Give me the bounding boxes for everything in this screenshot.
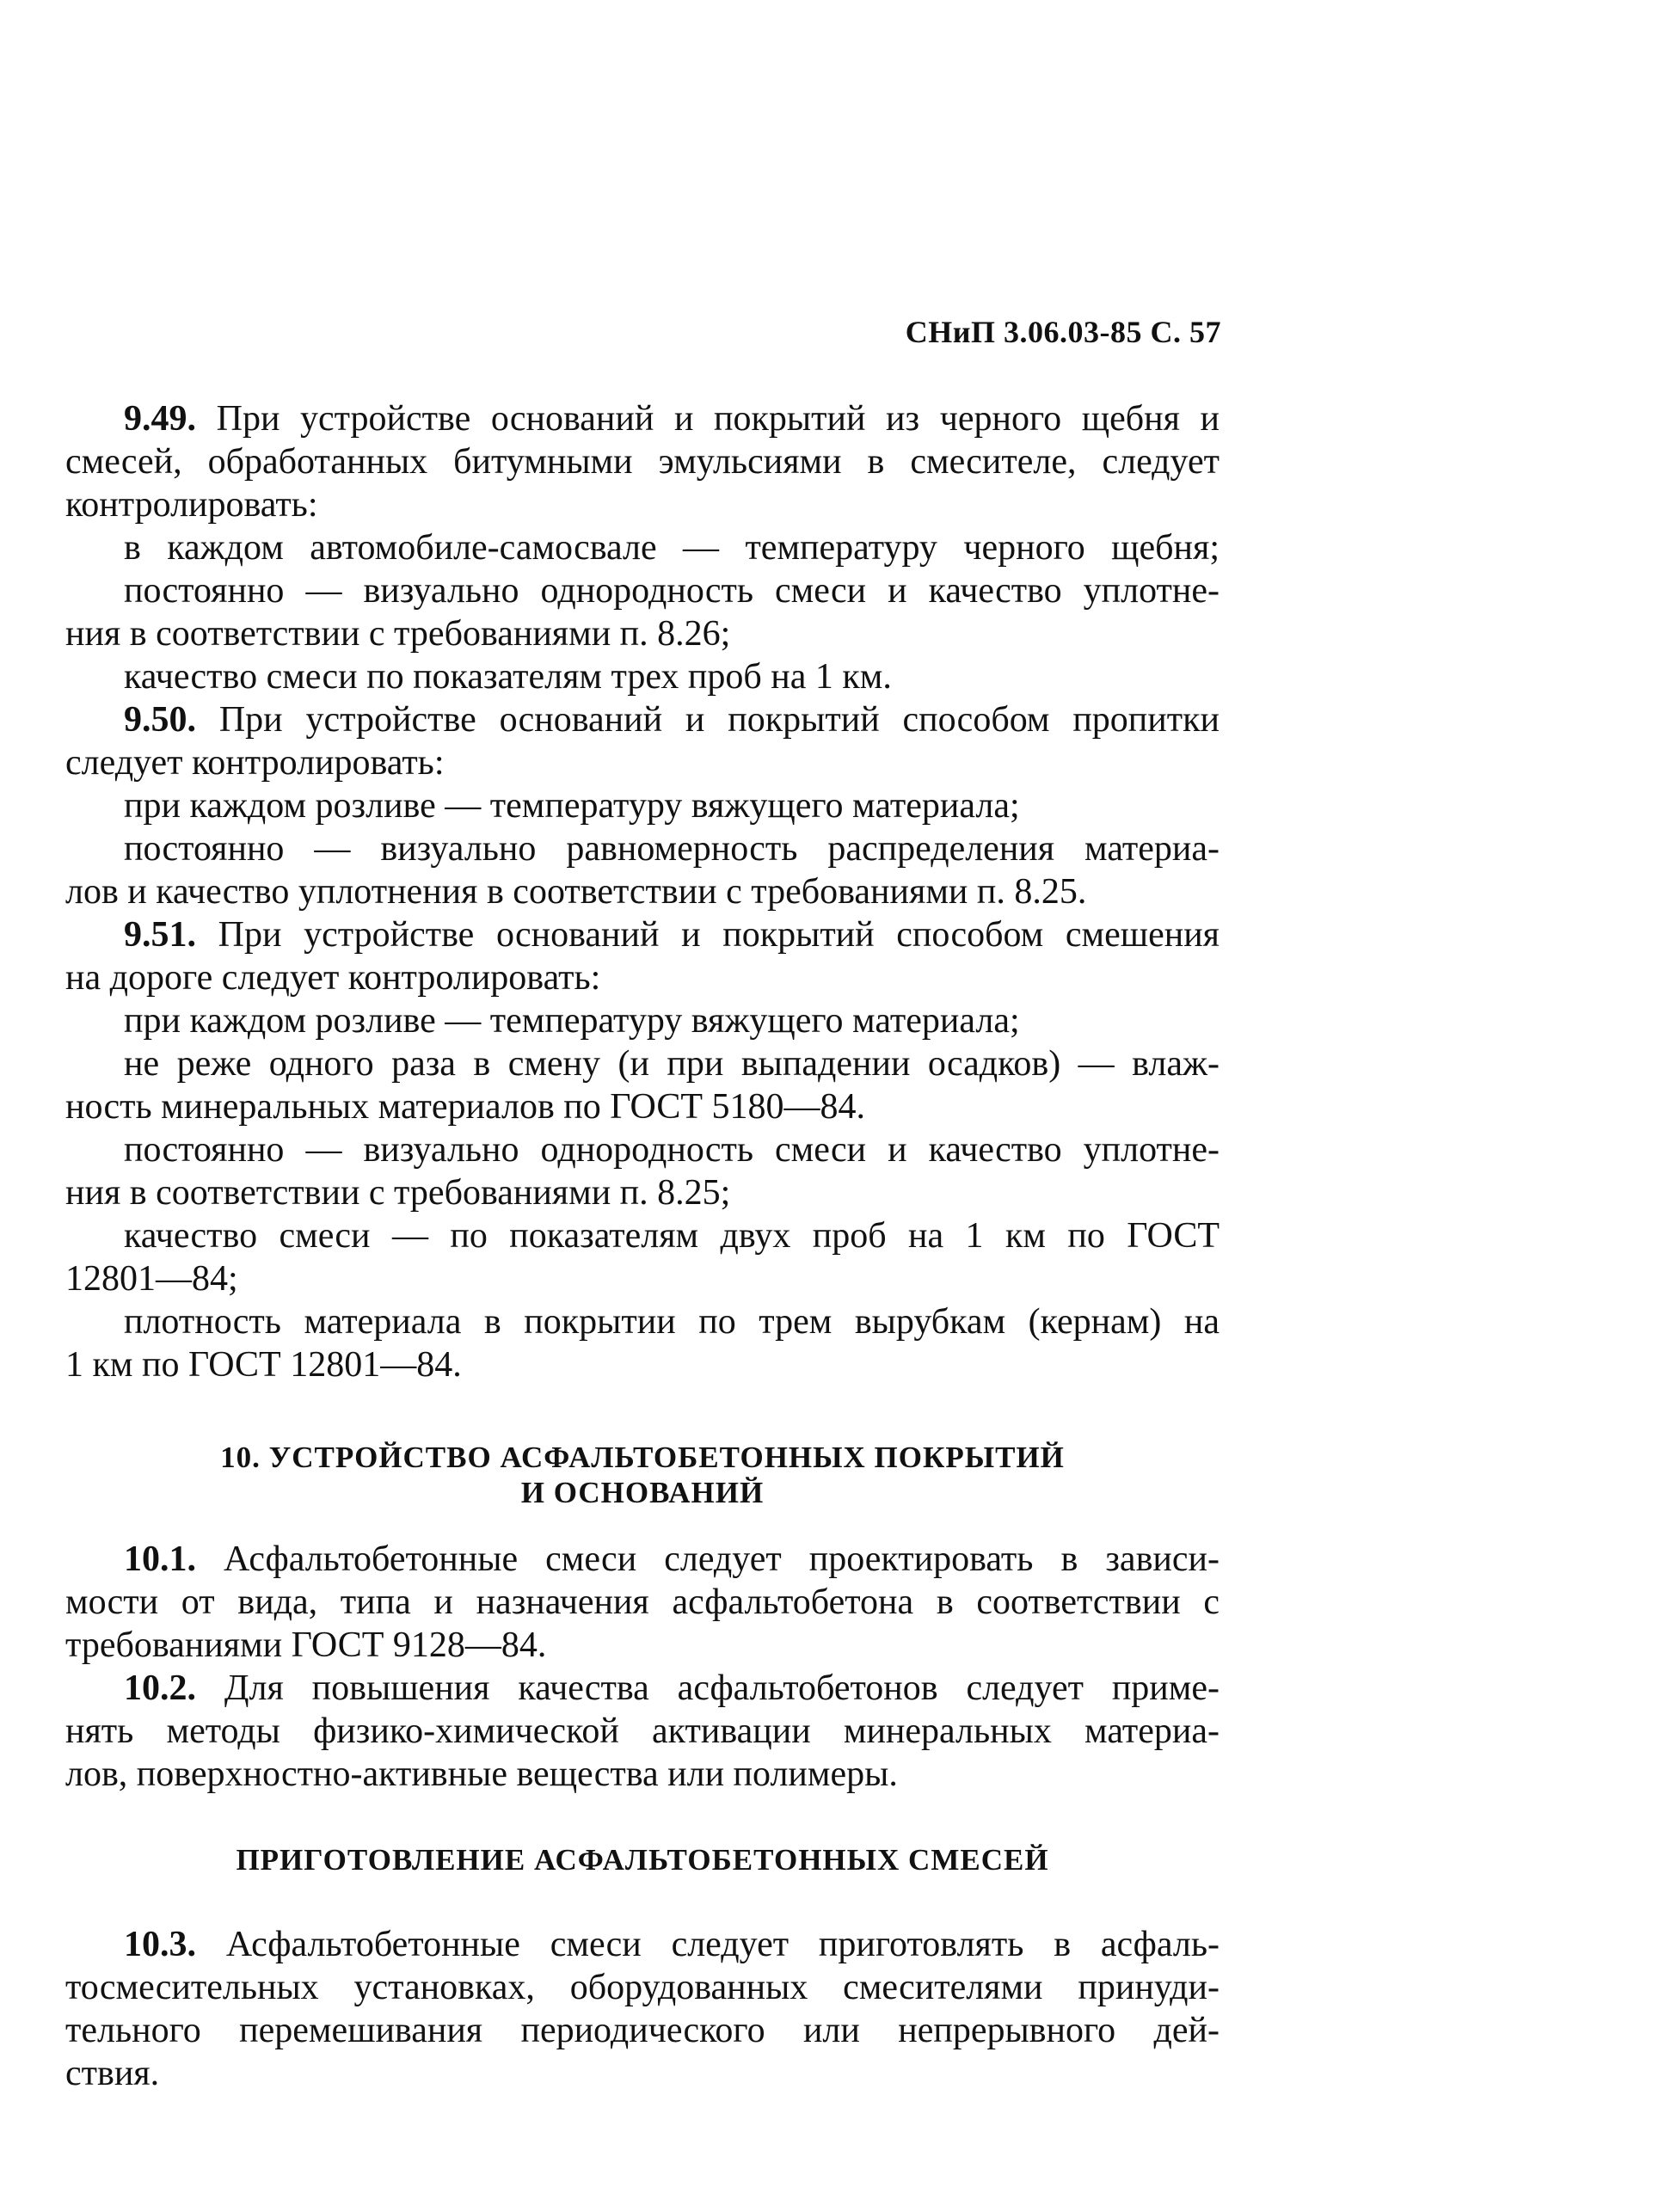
line-text: постоянно — визуально однородность смеси и качество уплотне-	[124, 571, 1220, 611]
text-line	[65, 1085, 1220, 1128]
text-line	[65, 956, 1220, 999]
line-text: Для повышения качества асфальтобетонов следует приме-	[196, 1668, 1220, 1708]
text-line	[65, 1538, 1220, 1581]
line-text: постоянно — визуально однородность смеси и качество уплотне-	[124, 1130, 1220, 1170]
text-line	[65, 827, 1220, 870]
section-9-control-text	[65, 397, 1220, 1386]
line-text: требованиями ГОСТ 9128—84.	[65, 1625, 547, 1665]
section-10-heading	[65, 1440, 1220, 1510]
text-line	[65, 1300, 1220, 1343]
line-text: ния в соответствии с требованиями п. 8.25;	[65, 1173, 731, 1213]
clause-number: 10.2.	[124, 1668, 196, 1708]
text-line	[65, 999, 1220, 1042]
text-line	[65, 2052, 1220, 2095]
clause-number: 10.1.	[124, 1539, 196, 1579]
clause-number: 9.50.	[124, 700, 196, 740]
text-line	[65, 655, 1220, 698]
text-line	[65, 1667, 1220, 1710]
line-text: ствия.	[65, 2054, 160, 2093]
line-text: ность минеральных материалов по ГОСТ 5180—84.	[65, 1087, 866, 1127]
text-line	[65, 698, 1220, 741]
text-line	[65, 397, 1220, 440]
text-line	[65, 741, 1220, 784]
text-line	[65, 1753, 1220, 1796]
clause-number: 10.3.	[124, 1925, 196, 1964]
text-line	[65, 526, 1220, 569]
subsection-heading: ПРИГОТОВЛЕНИЕ АСФАЛЬТОБЕТОННЫХ СМЕСЕЙ	[236, 1843, 1049, 1877]
line-text: при каждом розливе — температуру вяжущего материала;	[124, 786, 1020, 826]
line-text: постоянно — визуально равномерность распределения материа-	[124, 829, 1220, 869]
line-text: тосмесительных установках, оборудованных смесителями принуди-	[65, 1968, 1220, 2007]
text-line	[65, 1128, 1220, 1171]
text-line	[65, 1710, 1220, 1753]
clause-number: 9.49.	[124, 399, 196, 439]
line-text: При устройстве оснований и покрытий из черного щебня и	[196, 399, 1220, 439]
line-text: лов и качество уплотнения в соответствии с требованиями п. 8.25.	[65, 872, 1087, 912]
line-text: тельного перемешивания периодического или непрерывного дей-	[65, 2011, 1220, 2050]
text-line	[65, 1214, 1220, 1257]
text-line	[65, 784, 1220, 827]
text-line	[65, 1042, 1220, 1085]
section-10-heading-line1: 10. УСТРОЙСТВО АСФАЛЬТОБЕТОННЫХ ПОКРЫТИЙ	[220, 1441, 1065, 1474]
clause-number: 9.51.	[124, 915, 196, 955]
line-text: лов, поверхностно-активные вещества или полимеры.	[65, 1754, 898, 1794]
text-line	[65, 612, 1220, 655]
line-text: Асфальтобетонные смеси следует приготовлять в асфаль-	[196, 1925, 1220, 1964]
line-text: 12801—84;	[65, 1259, 238, 1299]
text-line	[65, 2009, 1220, 2052]
line-text: на дороге следует контролировать:	[65, 958, 601, 998]
section-10-3-text	[65, 1923, 1220, 2095]
line-text: смесей, обработанных битумными эмульсиями в смесителе, следует	[65, 442, 1220, 482]
line-text: качество смеси — по показателям двух проб на 1 км по ГОСТ	[124, 1216, 1220, 1256]
text-line	[65, 1171, 1220, 1214]
section-10-heading-line2: И ОСНОВАНИЙ	[520, 1476, 765, 1509]
line-text: 1 км по ГОСТ 12801—84.	[65, 1345, 462, 1385]
line-text: При устройстве оснований и покрытий способом пропитки	[196, 700, 1220, 740]
line-text: следует контролировать:	[65, 743, 445, 783]
line-text: При устройстве оснований и покрытий способом смешения	[196, 915, 1220, 955]
text-line	[65, 913, 1220, 956]
text-line	[65, 1624, 1220, 1667]
line-text: мости от вида, типа и назначения асфальтобетона в соответствии с	[65, 1582, 1220, 1622]
text-line	[65, 1966, 1220, 2009]
text-line	[65, 1923, 1220, 1966]
text-line	[65, 569, 1220, 612]
text-line	[65, 1257, 1220, 1300]
line-text: Асфальтобетонные смеси следует проектировать в зависи-	[196, 1539, 1220, 1579]
running-header: СНиП 3.06.03-85 С. 57	[905, 315, 1221, 349]
line-text: ния в соответствии с требованиями п. 8.26;	[65, 614, 731, 654]
line-text: качество смеси по показателям трех проб на 1 км.	[124, 657, 892, 697]
text-line	[65, 1581, 1220, 1624]
text-line	[65, 440, 1220, 483]
text-line	[65, 870, 1220, 913]
text-line	[65, 483, 1220, 526]
line-text: контролировать:	[65, 485, 318, 525]
line-text: нять методы физико-химической активации минеральных материа-	[65, 1711, 1220, 1751]
line-text: не реже одного раза в смену (и при выпадении осадков) — влаж-	[124, 1044, 1220, 1084]
section-10-intro-text	[65, 1538, 1220, 1796]
line-text: плотность материала в покрытии по трем вырубкам (кернам) на	[124, 1302, 1220, 1342]
line-text: в каждом автомобиле-самосвале — температуру черного щебня;	[124, 528, 1220, 568]
line-text: при каждом розливе — температуру вяжущего материала;	[124, 1001, 1020, 1041]
text-line	[65, 1343, 1220, 1386]
